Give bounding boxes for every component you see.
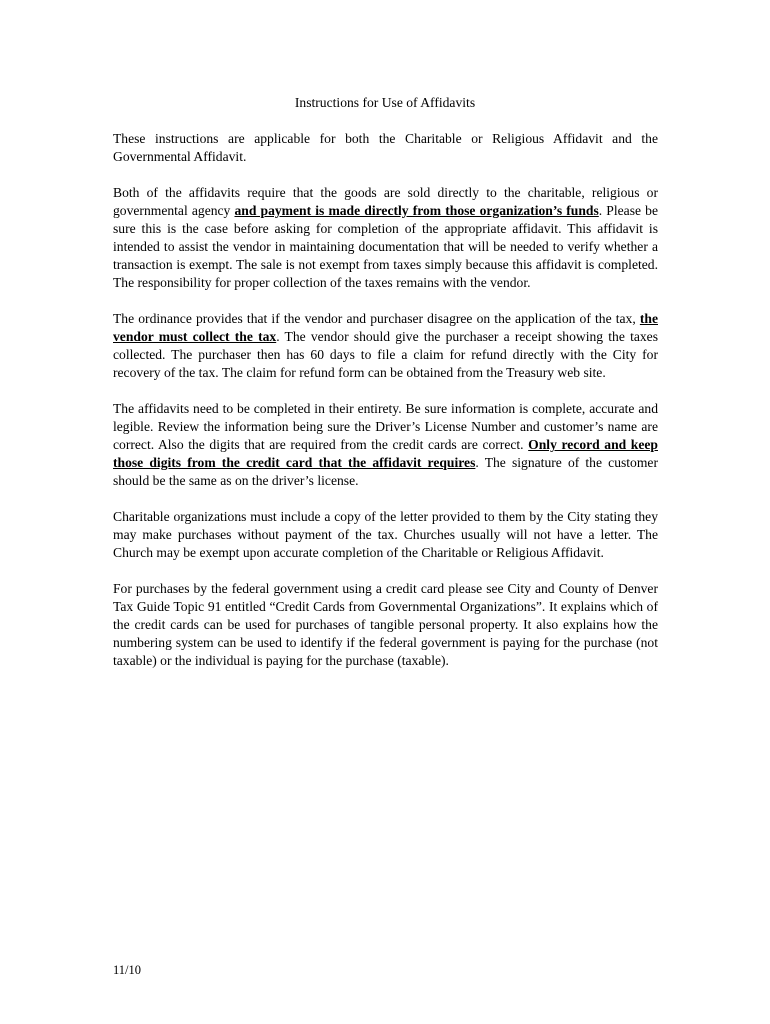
paragraph-completion <box>113 400 658 490</box>
document-title: Instructions for Use of Affidavits <box>294 95 476 110</box>
paragraph-direct-sale <box>113 184 658 292</box>
paragraph-federal: For purchases by the federal government using a credit card please see City and County of Denver Tax Guide Topic 91 entitled “Credit Cards from Governmental Organizations”. It explains which of the credit cards can be used for purchases of tangible personal property. It also explains how the numbering system can be used to identify if the federal government is paying for the purchase (not taxable) or the individual is paying for the purchase (taxable). <box>113 581 658 668</box>
emphasis-credit-card-digits: Only record and keep those digits from the credit card that the affidavit requires <box>113 437 658 470</box>
footer-date: 11/10 <box>113 963 142 977</box>
paragraph-ordinance <box>113 310 658 382</box>
paragraph-text: Both of the affidavits require that the goods are sold directly to the charitable, religious or governmental agency <box>113 185 658 218</box>
paragraph-applicability: These instructions are applicable for both the Charitable or Religious Affidavit and the Governmental Affidavit. <box>113 131 658 164</box>
paragraph-text: The affidavits need to be completed in their entirety. Be sure information is complete, accurate and legible. Review the information being sure the Driver’s License Number and customer’s name are correct. Also the digits that are required from the credit cards are correct. <box>113 401 658 452</box>
emphasis-vendor-collect: the vendor must collect the tax <box>113 311 658 344</box>
emphasis-payment-funds: and payment is made directly from those organization’s funds <box>234 203 599 218</box>
document-body <box>113 130 658 688</box>
paragraph-text: . The signature of the customer should be the same as on the driver’s license. <box>113 455 658 488</box>
paragraph-text: The ordinance provides that if the vendor and purchaser disagree on the application of the tax, <box>113 311 640 326</box>
paragraph-text: . Please be sure this is the case before asking for completion of the appropriate affidavit. This affidavit is intended to assist the vendor in maintaining documentation that will be needed to verify whether a transaction is exempt. The sale is not exempt from taxes simply because this affidavit is completed. The responsibility for proper collection of the taxes remains with the vendor. <box>113 203 658 290</box>
paragraph-charitable: Charitable organizations must include a copy of the letter provided to them by the City stating they may make purchases without payment of the tax. Churches usually will not have a letter. The Church may be exempt upon accurate completion of the Charitable or Religious Affidavit. <box>113 509 658 560</box>
paragraph-text: . The vendor should give the purchaser a receipt showing the taxes collected. The purchaser then has 60 days to file a claim for refund directly with the City for recovery of the tax. The claim for refund form can be obtained from the Treasury web site. <box>113 329 658 380</box>
